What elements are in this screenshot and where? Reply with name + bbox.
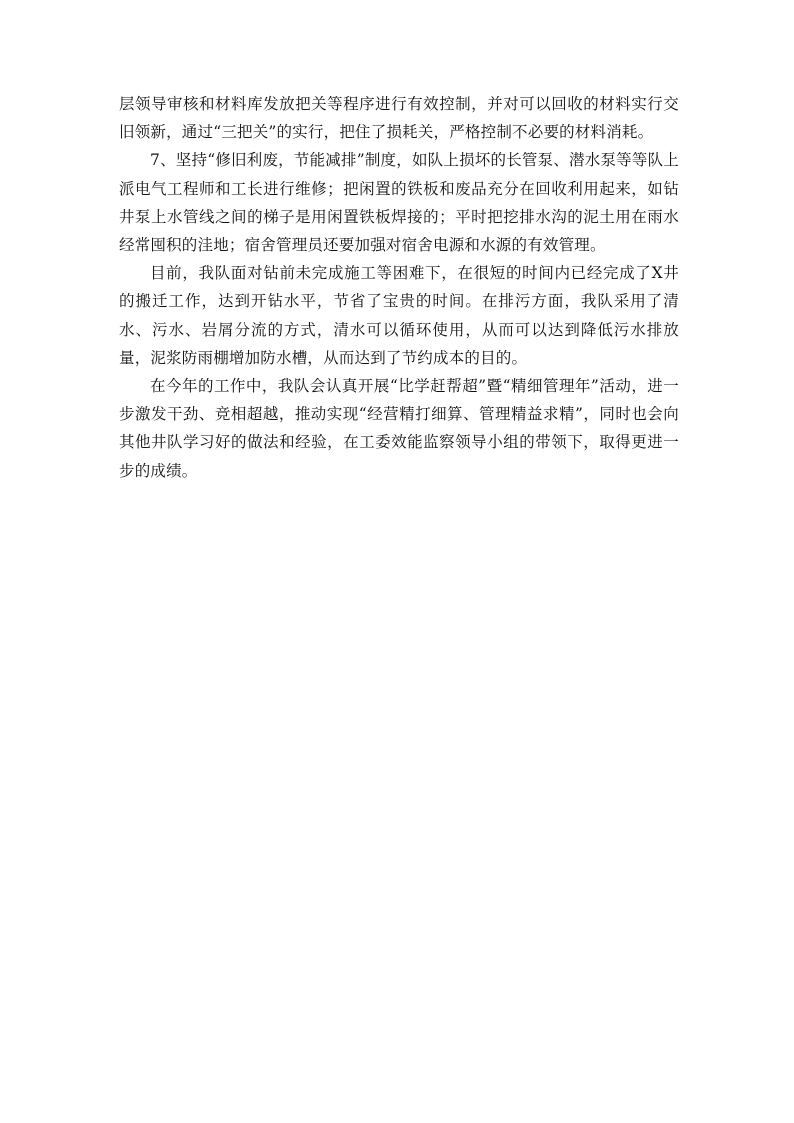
paragraph-continuation: 层领导审核和材料库发放把关等程序进行有效控制，并对可以回收的材料实行交旧领新，通过“三把关”的实行，把住了损耗关，严格控制不必要的材料消耗。: [119, 95, 679, 142]
paragraph-conclusion: 在今年的工作中，我队会认真开展“比学赶帮超”暨“精细管理年”活动，进一步激发干劲、竞相超越，推动实现“经营精打细算、管理精益求精”，同时也会向其他井队学习好的做法和经验，在工委效能监察领导小组的带领下，取得更进一步的成绩。: [119, 377, 679, 480]
paragraph-current-status: 目前，我队面对钻前未完成施工等困难下，在很短的时间内已经完成了X井的搬迁工作，达到开钻水平，节省了宝贵的时间。在排污方面，我队采用了清水、污水、岩屑分流的方式，清水可以循环使用，从而可以达到降低污水排放量，泥浆防雨棚增加防水槽，从而达到了节约成本的目的。: [119, 264, 679, 367]
paragraph-item-7: 7、坚持“修旧利废，节能减排”制度，如队上损坏的长管泵、潜水泵等等队上派电气工程师和工长进行维修；把闲置的铁板和废品充分在回收利用起来，如钻井泵上水管线之间的梯子是用闲置铁板焊接的；平时把挖排水沟的泥土用在雨水经常囤积的洼地；宿舍管理员还要加强对宿舍电源和水源的有效管理。: [119, 151, 679, 255]
document-page: [119, 90, 679, 485]
